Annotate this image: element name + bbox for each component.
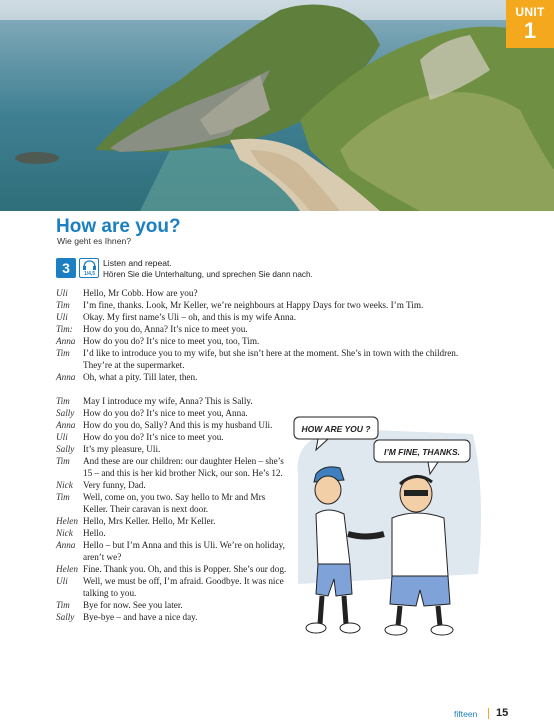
line-text: I’d like to introduce you to my wife, but she isn’t here at the moment. She’s in town with the children. They’re at the supermarket. (83, 348, 459, 370)
speaker: Uli (56, 432, 68, 442)
hero-photo (0, 0, 554, 211)
dialogue-line (56, 395, 291, 407)
line-text: How do you do, Sally? And this is my husband Uli. (83, 420, 273, 430)
speaker: Tim (56, 396, 70, 406)
dialogue-line (56, 443, 291, 455)
speaker: Helen (56, 516, 78, 526)
bubble-right-text: I’M FINE, THANKS. (383, 447, 461, 457)
dialogue-line (56, 599, 291, 611)
unit-label: UNIT (515, 5, 545, 19)
dialogue-line (56, 479, 291, 491)
dialogue-line (56, 419, 291, 431)
dialogue-line (56, 335, 476, 347)
bubble-left-text: HOW ARE YOU ? (301, 424, 371, 434)
dialogue-line (56, 371, 476, 383)
speaker: Uli (56, 576, 68, 586)
speaker: Anna (56, 540, 76, 550)
speaker: Tim (56, 456, 70, 466)
dialogue-line (56, 407, 291, 419)
page-subtitle: Wie geht es Ihnen? (57, 236, 132, 246)
instruction-de: Hören Sie die Unterhaltung, und sprechen Sie dann nach. (103, 270, 313, 279)
dialogue-line (56, 455, 291, 479)
line-text: Okay. My first name’s Uli – oh, and this is my wife Anna. (83, 312, 296, 322)
dialogue-line (56, 575, 291, 599)
unit-badge (506, 0, 554, 48)
dialogue-line (56, 311, 476, 323)
footer-divider (488, 708, 489, 719)
line-text: I’m fine, thanks. Look, Mr Keller, we’re neighbours at Happy Days for two weeks. I’m Tim. (83, 300, 424, 310)
exercise-number: 3 (56, 258, 76, 278)
dialogue-line (56, 563, 291, 575)
line-text: How do you do? It’s nice to meet you, Anna. (83, 408, 248, 418)
dialogue-part-1 (56, 287, 476, 383)
line-text: Well, we must be off, I’m afraid. Goodbye. It was nice talking to you. (83, 576, 284, 598)
line-text: Fine. Thank you. Oh, and this is Popper. She’s our dog. (83, 564, 287, 574)
page-title: How are you? (56, 216, 181, 237)
line-text: May I introduce my wife, Anna? This is Sally. (83, 396, 253, 406)
line-text: And these are our children: our daughter Helen – she’s 15 – and this is her kid brother Nick, our son. He’s 12. (83, 456, 284, 478)
cartoon-illustration (288, 414, 488, 645)
line-text: How do you do? It’s nice to meet you, too, Tim. (83, 336, 260, 346)
dialogue-line (56, 347, 476, 371)
dialogue-line (56, 611, 291, 623)
dialogue-line (56, 299, 476, 311)
page-number-word: fifteen (454, 709, 478, 719)
dialogue-line (56, 323, 476, 335)
speaker: Tim (56, 492, 70, 502)
speaker: Sally (56, 612, 75, 622)
line-text: Hello. (83, 528, 106, 538)
line-text: It’s my pleasure, Uli. (83, 444, 161, 454)
audio-track-icon[interactable] (79, 258, 99, 278)
speaker: Uli (56, 312, 68, 322)
dialogue-line (56, 431, 291, 443)
line-text: Well, come on, you two. Say hello to Mr and Mrs Keller. Their caravan is next door. (83, 492, 266, 514)
speaker: Anna (56, 372, 76, 382)
dialogue-line (56, 515, 291, 527)
speaker: Anna (56, 336, 76, 346)
unit-number: 1 (523, 18, 537, 43)
line-text: Very funny, Dad. (83, 480, 146, 490)
dialogue-line (56, 287, 476, 299)
audio-track-number: 1/4,5 (83, 271, 96, 277)
dialogue-line (56, 527, 291, 539)
line-text: Bye-bye – and have a nice day. (83, 612, 198, 622)
line-text: Hello, Mr Cobb. How are you? (83, 288, 198, 298)
speaker: Nick (56, 528, 73, 538)
speaker: Helen (56, 564, 78, 574)
speaker: Uli (56, 288, 68, 298)
line-text: How do you do, Anna? It’s nice to meet you. (83, 324, 248, 334)
dialogue-part-2 (56, 395, 291, 623)
speaker: Nick (56, 480, 73, 490)
speaker: Tim: (56, 324, 73, 334)
speaker: Sally (56, 408, 75, 418)
page-number: 15 (496, 707, 509, 719)
line-text: Hello, Mrs Keller. Hello, Mr Keller. (83, 516, 216, 526)
dialogue-line (56, 539, 291, 563)
instruction-en: Listen and repeat. (103, 258, 172, 268)
speaker: Tim (56, 300, 70, 310)
line-text: Hello – but I’m Anna and this is Uli. We’re on holiday, aren’t we? (83, 540, 285, 562)
line-text: Oh, what a pity. Till later, then. (83, 372, 198, 382)
headphones-icon (82, 260, 97, 271)
line-text: How do you do? It’s nice to meet you. (83, 432, 224, 442)
speaker: Anna (56, 420, 76, 430)
speaker: Tim (56, 348, 70, 358)
dialogue-line (56, 491, 291, 515)
speaker: Sally (56, 444, 75, 454)
line-text: Bye for now. See you later. (83, 600, 183, 610)
speaker: Tim (56, 600, 70, 610)
